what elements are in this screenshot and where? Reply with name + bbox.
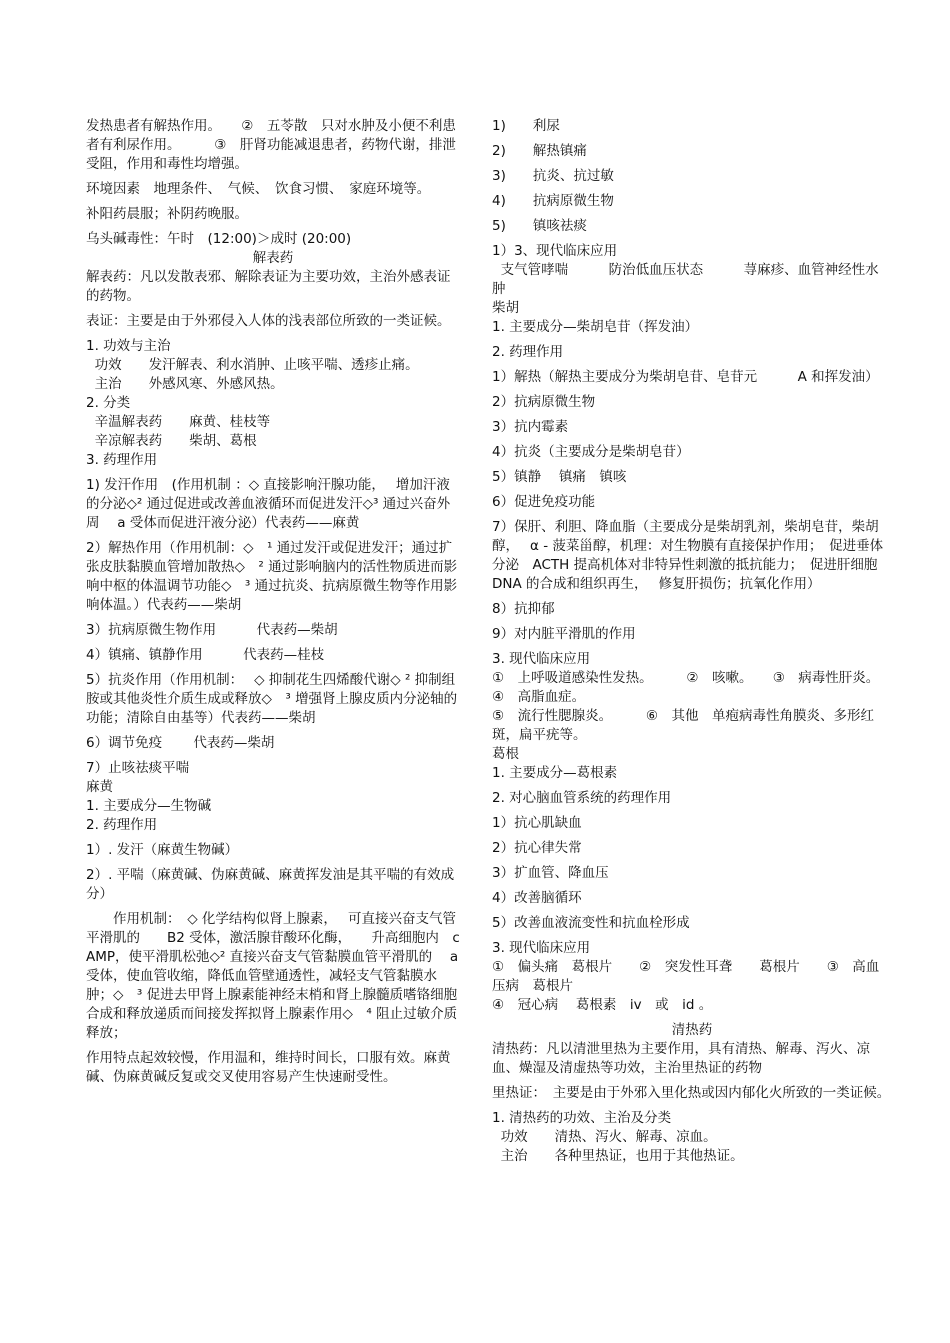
right-paragraph: 8）抗抑郁 (492, 601, 555, 617)
right-paragraph: ④ 冠心病 葛根素 iv 或 id 。 (492, 997, 713, 1013)
right-paragraph: 1. 主要成分—柴胡皂苷（挥发油） (492, 319, 699, 335)
left-paragraph: 功效 发汗解表、利水消肿、止咳平喘、透疹止痛。 (86, 357, 419, 373)
right-paragraph: 功效 清热、泻火、解毒、凉血。 (492, 1129, 717, 1145)
right-paragraph: ① 上呼吸道感染性发热。 ② 咳嗽。 ③ 病毒性肝炎。 ④ 高脂血症。 (492, 670, 887, 705)
left-paragraph: 补阳药晨服；补阴药晚服。 (86, 206, 248, 222)
left-paragraph: 2）解热作用（作用机制：◇ ¹ 通过发汗或促进发汗；通过扩张皮肤黏膜血管增加散热◇ ² 通过影响脑内的活性物质进而影响中枢的体温调节功能◇ ³ 通过抗炎、抗病原微生物等作用影响体温。）代表药——柴胡 (86, 540, 458, 613)
left-paragraph: 7）止咳祛痰平喘 (86, 760, 190, 776)
left-paragraph: 乌头碱毒性：午时 (12:00)＞成时 (20:00) (86, 231, 352, 247)
right-paragraph: 柴胡 (492, 300, 519, 316)
right-paragraph: 清热药 (671, 1022, 713, 1038)
right-paragraph: ① 偏头痛 葛根片 ② 突发性耳聋 葛根片 ③ 高血压病 葛根片 (492, 959, 880, 994)
left-paragraph: 麻黄 (86, 779, 113, 795)
right-paragraph: 1）抗心肌缺血 (492, 815, 582, 831)
right-paragraph: 1) 利尿 (492, 118, 560, 134)
left-paragraph: 发热患者有解热作用。 ② 五苓散 只对水肿及小便不利患者有利尿作用。 ③ 肝肾功能减退患者，药物代谢，排泄受阻，作用和毒性均增强。 (86, 118, 456, 172)
right-paragraph: 3. 现代临床应用 (492, 940, 591, 956)
right-paragraph: 3. 现代临床应用 (492, 651, 591, 667)
right-paragraph: 4）抗炎（主要成分是柴胡皂苷） (492, 444, 690, 460)
right-paragraph: 2. 对心脑血管系统的药理作用 (492, 790, 672, 806)
left-paragraph: 6）调节免疫 代表药—柴胡 (86, 735, 275, 751)
right-paragraph: 2) 解热镇痛 (492, 143, 587, 159)
right-paragraph: 5) 镇咳祛痰 (492, 218, 587, 234)
right-paragraph: 1. 清热药的功效、主治及分类 (492, 1110, 672, 1126)
right-paragraph: 1）3、现代临床应用 (492, 243, 618, 259)
left-paragraph: 表证：主要是由于外邪侵入人体的浅表部位所致的一类证候。 (86, 313, 451, 329)
left-paragraph: 1) 发汗作用 (作用机制 ：◇ 直接影响汗腺功能， 增加汗液的分泌◇² 通过促进或改善血液循环而促进发汗◇³ 通过兴奋外周 a 受体而促进汗液分泌）代表药——麻黄 (86, 477, 451, 531)
right-paragraph: 清热药：凡以清泄里热为主要作用，具有清热、解毒、泻火、凉血、燥湿及清虚热等功效，主治里热证的药物 (492, 1041, 870, 1076)
right-paragraph: 4) 抗病原微生物 (492, 193, 614, 209)
left-paragraph: 2. 药理作用 (86, 817, 158, 833)
left-paragraph: 作用特点起效较慢，作用温和，维持时间长，口服有效。麻黄碱、伪麻黄碱反复或交叉使用容易产生快速耐受性。 (86, 1050, 451, 1085)
left-paragraph: 1. 主要成分—生物碱 (86, 798, 212, 814)
left-paragraph: 2）. 平喘（麻黄碱、伪麻黄碱、麻黄挥发油是其平喘的有效成分） (86, 867, 455, 902)
right-paragraph: 支气管哮喘 防治低血压状态 荨麻疹、血管神经性水肿 (492, 262, 879, 297)
left-paragraph: 作用机制： ◇ 化学结构似肾上腺素， 可直接兴奋支气管平滑肌的 B2 受体，激活腺苷酸环化酶， 升高细胞内 cAMP，使平滑肌松弛◇² 直接兴奋支气管黏膜血管平滑肌的 a 受体，使血管收缩，降低血管壁通透性，减轻支气管黏膜水肿；◇ ³ 促进去甲肾上腺素能神经末梢和肾上腺髓质嗜铬细胞合成和释放递质而间接发挥拟肾上腺素作用◇ ⁴ 阻止过敏介质释放； (86, 911, 463, 1041)
right-paragraph: 2）抗心律失常 (492, 840, 582, 856)
left-paragraph: 1）. 发汗（麻黄生物碱） (86, 842, 239, 858)
right-paragraph: 里热证： 主要是由于外邪入里化热或因内郁化火所致的一类证候。 (492, 1085, 891, 1101)
right-paragraph: 3）抗内霉素 (492, 419, 569, 435)
right-paragraph: 2. 药理作用 (492, 344, 564, 360)
right-paragraph: 5）改善血液流变性和抗血栓形成 (492, 915, 690, 931)
right-paragraph: 7）保肝、利胆、降血脂（主要成分是柴胡乳剂，柴胡皂苷，柴胡醇， α - 菠菜甾醇，机理：对生物膜有直接保护作用； 促进垂体分泌 ACTH 提高机体对非特异性刺激的抵抗能力； 促进肝细胞 DNA 的合成和组织再生， 修复肝损伤；抗氧化作用） (492, 519, 891, 592)
left-paragraph: 环境因素 地理条件、 气候、 饮食习惯、 家庭环境等。 (86, 181, 431, 197)
right-paragraph: 5）镇静 镇痛 镇咳 (492, 469, 627, 485)
right-paragraph: 葛根 (492, 746, 519, 762)
left-column (86, 117, 463, 1093)
right-paragraph: 6）促进免疫功能 (492, 494, 596, 510)
left-paragraph: 2. 分类 (86, 395, 131, 411)
left-paragraph: 主治 外感风寒、外感风热。 (86, 376, 284, 392)
right-paragraph: ⑤ 流行性腮腺炎。 ⑥ 其他 单疱病毒性角膜炎、多形红斑，扁平疣等。 (492, 708, 874, 743)
right-paragraph: 3）扩血管、降血压 (492, 865, 609, 881)
left-paragraph: 解表药：凡以发散表邪、解除表证为主要功效，主治外感表证的药物。 (86, 269, 451, 304)
left-paragraph: 4）镇痛、镇静作用 代表药—桂枝 (86, 647, 325, 663)
left-paragraph: 3. 药理作用 (86, 452, 158, 468)
left-paragraph: 辛凉解表药 柴胡、葛根 (86, 433, 257, 449)
right-paragraph: 9）对内脏平滑肌的作用 (492, 626, 636, 642)
left-paragraph: 3）抗病原微生物作用 代表药—柴胡 (86, 622, 338, 638)
right-paragraph: 主治 各种里热证，也用于其他热证。 (492, 1148, 744, 1164)
left-paragraph: 1. 功效与主治 (86, 338, 171, 354)
right-paragraph: 1. 主要成分—葛根素 (492, 765, 618, 781)
right-column (492, 117, 892, 1166)
right-paragraph: 1）解热（解热主要成分为柴胡皂苷、皂苷元 A 和挥发油） (492, 369, 879, 385)
right-paragraph: 2）抗病原微生物 (492, 394, 596, 410)
left-paragraph: 解表药 (252, 250, 294, 266)
right-paragraph: 4）改善脑循环 (492, 890, 582, 906)
left-paragraph: 辛温解表药 麻黄、桂枝等 (86, 414, 271, 430)
right-paragraph: 3) 抗炎、抗过敏 (492, 168, 614, 184)
left-paragraph: 5）抗炎作用（作用机制： ◇ 抑制花生四烯酸代谢◇ ² 抑制组胺或其他炎性介质生成或释放◇ ³ 增强肾上腺皮质内分泌轴的功能；清除自由基等）代表药——柴胡 (86, 672, 458, 726)
